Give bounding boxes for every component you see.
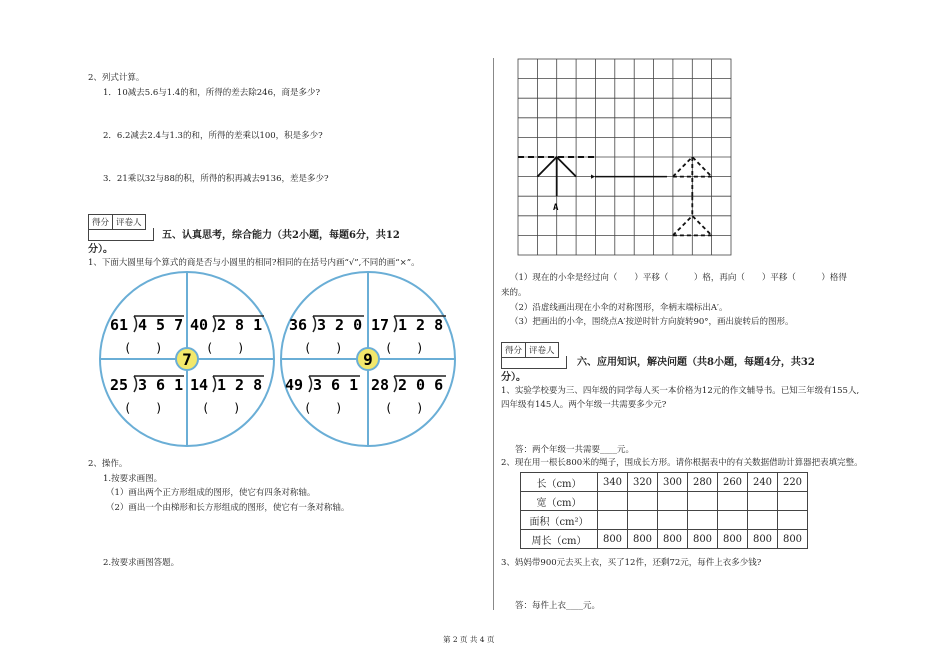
table-cell-blank[interactable] — [718, 492, 748, 511]
table-cell-blank[interactable] — [598, 511, 628, 530]
point-a-label: A — [553, 203, 559, 213]
answer-paren[interactable]: ( ) — [385, 341, 424, 355]
dividend: 1 2 8 — [217, 376, 263, 394]
operation-heading: 2、操作。 — [88, 459, 128, 469]
section5-title: 五、认真思考，综合能力（共2小题，每题6分，共12 — [162, 230, 400, 241]
section6-q3-text: 3、妈妈带900元去买上衣，买了12件，还剩72元，每件上衣多少钱? — [501, 558, 762, 568]
section6-q1-line1: 1、实验学校要为三、四年级的同学每人买一本价格为12元的作文辅导书。已知三年级有155人, — [501, 386, 860, 396]
operation-sub1-item-1: （1）画出两个正方形组成的图形，使它有四条对称轴。 — [106, 488, 316, 498]
dividend: 2 0 6 — [398, 376, 444, 394]
circle-1 — [100, 272, 274, 446]
divisor: 14 — [190, 376, 209, 394]
division-circles — [96, 270, 481, 448]
table-cell-blank[interactable] — [658, 511, 688, 530]
divisor: 17 — [371, 316, 390, 334]
table-row — [521, 511, 808, 530]
grid-question-2: （2）沿虚线画出现在小伞的对称图形，伞柄末端标出A′。 — [510, 303, 728, 313]
section5-q1-text: 1、下面大圆里每个算式的商是否与小圆里的相同?相同的在括号内画“√”,不同的画“×”。 — [88, 258, 420, 268]
grader-label: 评卷人 — [529, 346, 555, 356]
table-cell-blank[interactable] — [748, 511, 778, 530]
answer-paren[interactable]: ( ) — [304, 401, 343, 415]
calc-question-1: 1．10减去5.6与1.4的和，所得的差去除246，商是多少? — [103, 88, 321, 98]
dividend: 3 2 0 — [317, 316, 363, 334]
answer-paren[interactable]: ( ) — [202, 401, 241, 415]
table-cell-blank[interactable] — [778, 492, 808, 511]
table-row — [521, 473, 808, 492]
section6-q1-answer[interactable]: 答：两个年级一共需要____元。 — [515, 445, 635, 455]
dividend: 1 2 8 — [398, 316, 444, 334]
divisor: 49 — [285, 376, 304, 394]
table-cell: 280 — [688, 473, 718, 492]
table-cell-blank[interactable] — [628, 511, 658, 530]
grid-question-1-cont: 来的。 — [501, 288, 527, 298]
section6-title: 六、应用知识，解决问题（共8小题，每题4分，共32 — [577, 357, 815, 368]
grid-question-1: （1）现在的小伞是经过向（ ）平移（ ）格，再向（ ）平移（ ）格得 — [510, 273, 847, 283]
divisor: 28 — [371, 376, 390, 394]
table-cell: 340 — [598, 473, 628, 492]
score-box-blank — [501, 356, 567, 369]
division-cell — [371, 316, 446, 355]
score-label: 得分 — [89, 215, 113, 229]
table-cell-blank[interactable] — [688, 511, 718, 530]
table-cell: 800 — [598, 530, 628, 549]
circle-2 — [281, 272, 455, 446]
table-cell-blank[interactable] — [598, 492, 628, 511]
table-cell: 800 — [748, 530, 778, 549]
table-cell: 800 — [658, 530, 688, 549]
divisor: 40 — [190, 316, 209, 334]
divisor: 61 — [110, 316, 129, 334]
table-cell: 240 — [748, 473, 778, 492]
section6-q2-text: 2、现在用一根长800米的绳子，围成长方形。请你根据表中的有关数据借助计算器把表填完整。 — [501, 458, 863, 468]
table-cell-blank[interactable] — [658, 492, 688, 511]
division-cell — [289, 316, 364, 355]
section5-title-cont: 分）。 — [88, 244, 113, 255]
row-label: 长（cm） — [521, 473, 598, 492]
row-label: 面积（cm²） — [521, 511, 598, 530]
table-row — [521, 492, 808, 511]
score-box-blank — [88, 228, 154, 241]
answer-paren[interactable]: ( ) — [304, 341, 343, 355]
division-cell — [190, 376, 264, 415]
arrow-head — [591, 175, 595, 179]
page-footer: 第 2 页 共 4 页 — [443, 635, 495, 644]
table-cell: 800 — [628, 530, 658, 549]
grader-label: 评卷人 — [116, 218, 142, 228]
rectangle-table — [520, 472, 808, 549]
table-cell: 260 — [718, 473, 748, 492]
grid-question-3: （3）把画出的小伞，围绕点A′按逆时针方向旋转90°，画出旋转后的图形。 — [510, 317, 794, 327]
section6-q1-line2: 四年级有145人。两个年级一共需要多少元? — [501, 400, 667, 410]
division-cell — [110, 316, 184, 355]
divisor: 36 — [289, 316, 308, 334]
section6-title-cont: 分）。 — [501, 372, 526, 383]
table-cell-blank[interactable] — [778, 511, 808, 530]
answer-paren[interactable]: ( ) — [385, 401, 424, 415]
dividend: 2 8 1 — [217, 316, 263, 334]
answer-paren[interactable]: ( ) — [124, 341, 163, 355]
table-cell: 800 — [778, 530, 808, 549]
table-cell-blank[interactable] — [688, 492, 718, 511]
table-cell: 220 — [778, 473, 808, 492]
table-cell-blank[interactable] — [628, 492, 658, 511]
divisor: 25 — [110, 376, 129, 394]
row-label: 宽（cm） — [521, 492, 598, 511]
score-label: 得分 — [502, 343, 526, 357]
row-label: 周长（cm） — [521, 530, 598, 549]
table-row — [521, 530, 808, 549]
division-cell — [110, 376, 184, 415]
table-cell: 800 — [718, 530, 748, 549]
division-cell — [371, 376, 446, 415]
table-cell: 320 — [628, 473, 658, 492]
operation-sub1: 1.按要求画图。 — [103, 474, 163, 484]
circle-1-center-number: 7 — [182, 350, 192, 369]
q2-heading: 2、列式计算。 — [88, 73, 145, 83]
circle-2-center-number: 9 — [363, 350, 373, 369]
operation-sub2: 2.按要求画图答题。 — [103, 558, 180, 568]
answer-paren[interactable]: ( ) — [206, 341, 245, 355]
table-cell-blank[interactable] — [748, 492, 778, 511]
division-cell — [190, 316, 264, 355]
table-cell: 800 — [688, 530, 718, 549]
dividend: 4 5 7 — [138, 316, 184, 334]
calc-question-3: 3．21乘以32与88的积，所得的积再减去9136，差是多少? — [103, 174, 329, 184]
table-cell: 300 — [658, 473, 688, 492]
section6-q3-answer[interactable]: 答：每件上衣____元。 — [515, 601, 601, 611]
operation-sub1-item-2: （2）画出一个由梯形和长方形组成的图形，使它有一条对称轴。 — [106, 503, 350, 513]
answer-paren[interactable]: ( ) — [124, 401, 163, 415]
calc-question-2: 2．6.2减去2.4与1.3的和，所得的差乘以100，积是多少? — [103, 131, 323, 141]
umbrella-grid — [517, 58, 733, 258]
table-cell-blank[interactable] — [718, 511, 748, 530]
column-divider — [493, 58, 494, 610]
dividend: 3 6 1 — [313, 376, 359, 394]
dividend: 3 6 1 — [138, 376, 184, 394]
